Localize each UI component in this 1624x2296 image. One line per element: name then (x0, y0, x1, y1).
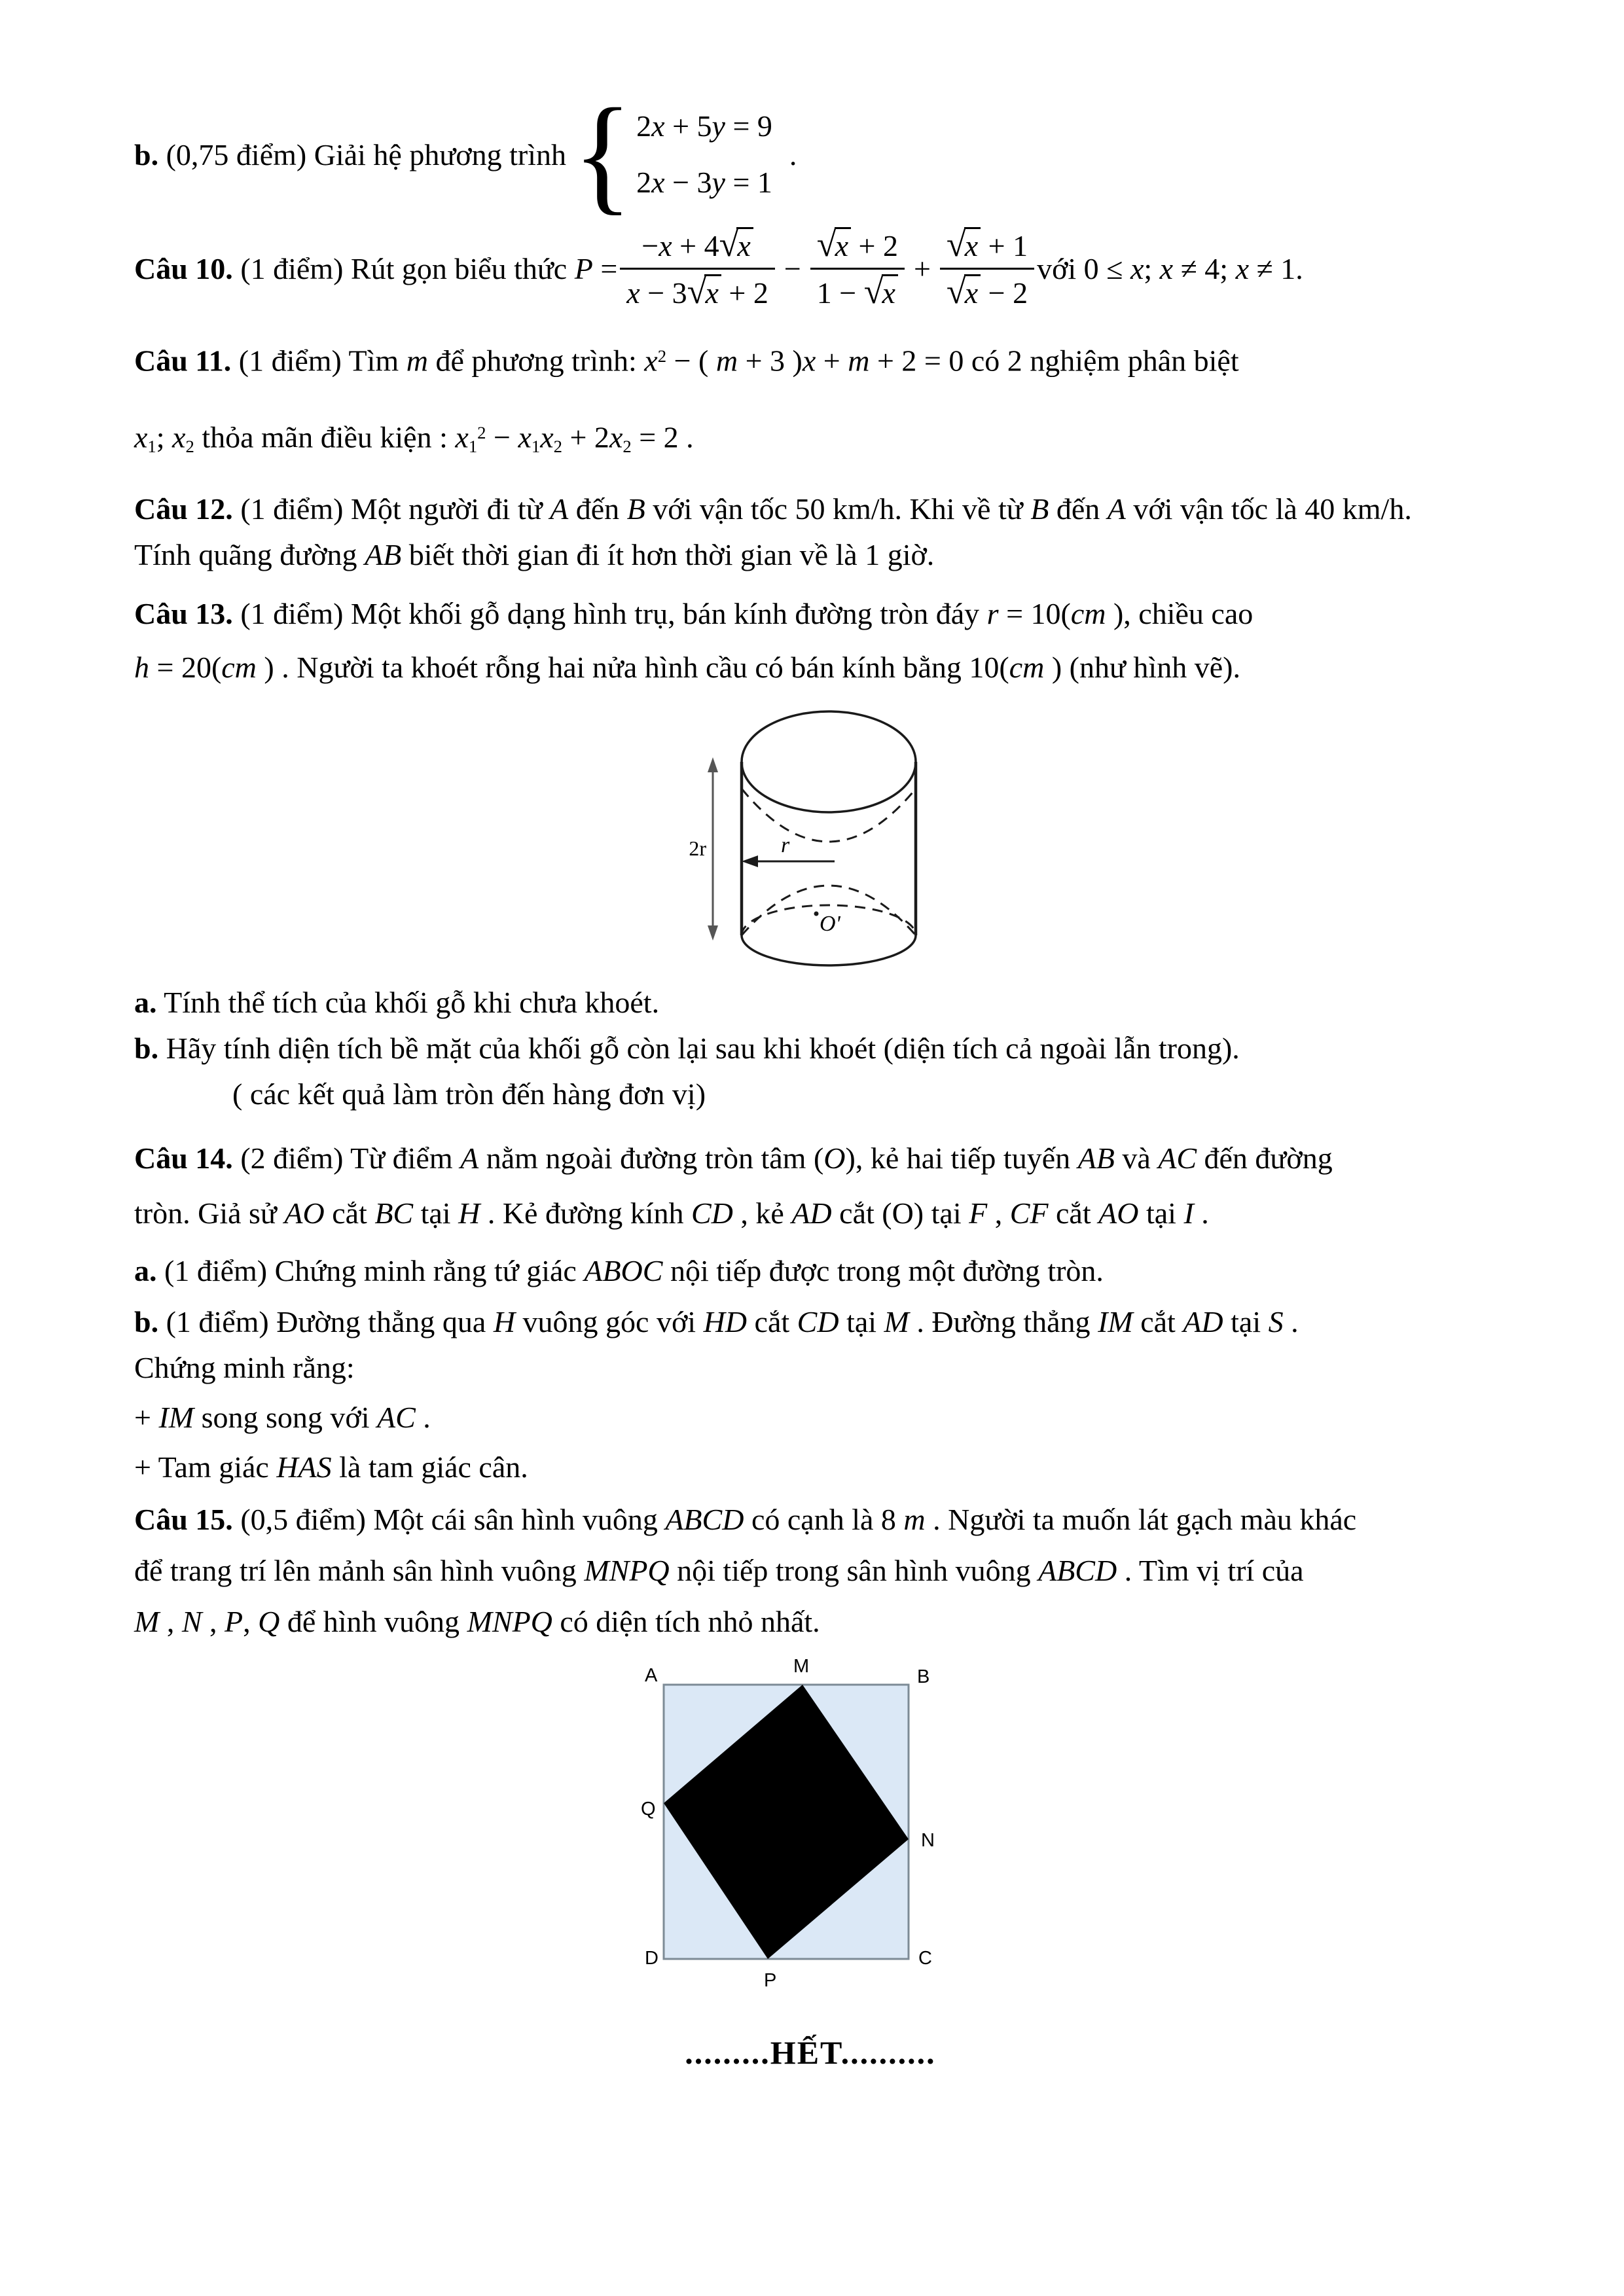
question-15 (134, 1494, 1565, 1647)
center-label: O' (820, 912, 840, 937)
height-arrowhead-top (708, 757, 718, 772)
question-12 (134, 486, 1565, 578)
system-equation-2: 2x − 3y = 1 (636, 166, 772, 199)
question-14b-line2: Chứng minh rằng: (134, 1351, 355, 1385)
question-15-line2: để trang trí lên mảnh sân hình vuông MNPQ nội tiếp trong sân hình vuông ABCD . Tìm vị trí của (134, 1554, 1304, 1588)
fraction-1-denominator: x − 3√x + 2 (620, 268, 775, 315)
vertex-label-N: N (921, 1830, 935, 1852)
fraction-3-denominator: √x − 2 (940, 268, 1034, 315)
vertex-label-D: D (645, 1948, 659, 1969)
cylinder-top-ellipse (742, 711, 916, 812)
fraction-2-numerator: √x + 2 (816, 224, 898, 264)
question-12-line1: Câu 12. (1 điểm) Một người đi từ A đến B với vận tốc 50 km/h. Khi về từ B đến A với vận tốc là 40 km/h. (134, 492, 1412, 526)
question-15-line1: Câu 15. (0,5 điểm) Một cái sân hình vuông ABCD có cạnh là 8 m . Người ta muốn lát gạch màu khác (134, 1503, 1357, 1537)
question-14b (134, 1299, 1565, 1391)
vertex-label-C: C (918, 1948, 932, 1969)
question-9b (134, 82, 1565, 227)
center-dot (814, 912, 819, 916)
system-period: . (789, 137, 797, 171)
question-13b: b. Hãy tính diện tích bề mặt của khối gỗ còn lại sau khi khoét (diện tích cả ngoài lẫn trong). (134, 1031, 1240, 1066)
height-label: 2r (689, 836, 706, 861)
question-12-line2: Tính quãng đường AB biết thời gian đi ít hơn thời gian về là 1 giờ. (134, 538, 935, 572)
question-15-line3: M , N , P, Q để hình vuông MNPQ có diện tích nhỏ nhất. (134, 1605, 820, 1639)
question-10 (134, 223, 1565, 315)
question-11-line1: Câu 11. (1 điểm) Tìm m để phương trình: $x^2$ − ( m + 3 )x + m + 2 = 0 có 2 nghiệm phân biệt (134, 344, 1239, 378)
question-13 (134, 591, 1565, 691)
system-equations (636, 98, 772, 211)
question-10-intro: Câu 10. (1 điểm) Rút gọn biểu thức P = (134, 252, 618, 285)
cylinder-figure (683, 697, 931, 972)
fraction-2 (810, 223, 905, 315)
operator-minus: − (784, 252, 801, 285)
fraction-1 (620, 223, 775, 315)
square-figure (630, 1653, 938, 2006)
question-14-line1: Câu 14. (2 điểm) Từ điểm A nằm ngoài đường tròn tâm (O), kẻ hai tiếp tuyến AB và AC đến đường (134, 1141, 1333, 1175)
question-14-claim2: + Tam giác HAS là tam giác cân. (134, 1450, 528, 1484)
question-14 (134, 1136, 1565, 1236)
question-13-note: ( các kết quả làm tròn đến hàng đơn vị) (232, 1077, 706, 1111)
vertex-label-Q: Q (641, 1799, 656, 1820)
vertex-label-B: B (917, 1666, 930, 1688)
operator-plus: + (913, 252, 931, 285)
cylinder-bottom-arc (742, 935, 916, 965)
cylinder-figure-wrapper (92, 697, 1523, 972)
vertex-label-M: M (793, 1656, 810, 1677)
question-13a: a. Tính thể tích của khối gỗ khi chưa khoét. (134, 986, 660, 1020)
question-9b-text: b. (0,75 điểm) Giải hệ phương trình (134, 137, 566, 171)
question-14b-line1: b. (1 điểm) Đường thẳng qua H vuông góc với HD cắt CD tại M . Đường thẳng IM cắt AD tại S . (134, 1305, 1299, 1339)
equation-system (572, 82, 772, 227)
fraction-1-numerator: −x + 4√x (620, 223, 775, 268)
question-10-condition: với 0 ≤ x; x ≠ 4; x ≠ 1. (1037, 252, 1303, 285)
question-14-line2: tròn. Giả sử AO cắt BC tại H . Kẻ đường kính CD , kẻ AD cắt (O) tại F , CF cắt AO tại I . (134, 1196, 1209, 1230)
radius-label: r (781, 833, 790, 858)
system-equation-1: 2x + 5y = 9 (636, 109, 772, 143)
question-14a: a. (1 điểm) Chứng minh rằng tứ giác ABOC nội tiếp được trong một đường tròn. (134, 1254, 1104, 1288)
question-13-line1: Câu 13. (1 điểm) Một khối gỗ dạng hình trụ, bán kính đường tròn đáy r = 10(cm ), chiều cao (134, 597, 1254, 631)
end-marker: .........HẾT.......... (685, 2034, 936, 2072)
fraction-3-numerator: √x + 1 (946, 224, 1028, 264)
system-brace: { (572, 82, 633, 227)
vertex-label-A: A (645, 1665, 658, 1687)
question-13-line2: h = 20(cm ) . Người ta khoét rỗng hai nửa hình cầu có bán kính bằng 10(cm ) (như hình vẽ). (134, 651, 1240, 685)
radius-arrowhead (742, 855, 758, 867)
vertex-label-P: P (764, 1970, 777, 1992)
question-11-line2: $x_1$; $x_2$ thỏa mãn điều kiện : $x_1^2 - x_1x_2 + 2x_2 = 2$ . (134, 420, 694, 457)
square-figure-wrapper (69, 1653, 1500, 2006)
fraction-2-denominator: 1 − √x (810, 268, 905, 315)
height-arrowhead-bottom (708, 925, 718, 941)
question-14-claim1: + IM song song với AC . (134, 1401, 431, 1435)
fraction-3 (940, 223, 1034, 315)
